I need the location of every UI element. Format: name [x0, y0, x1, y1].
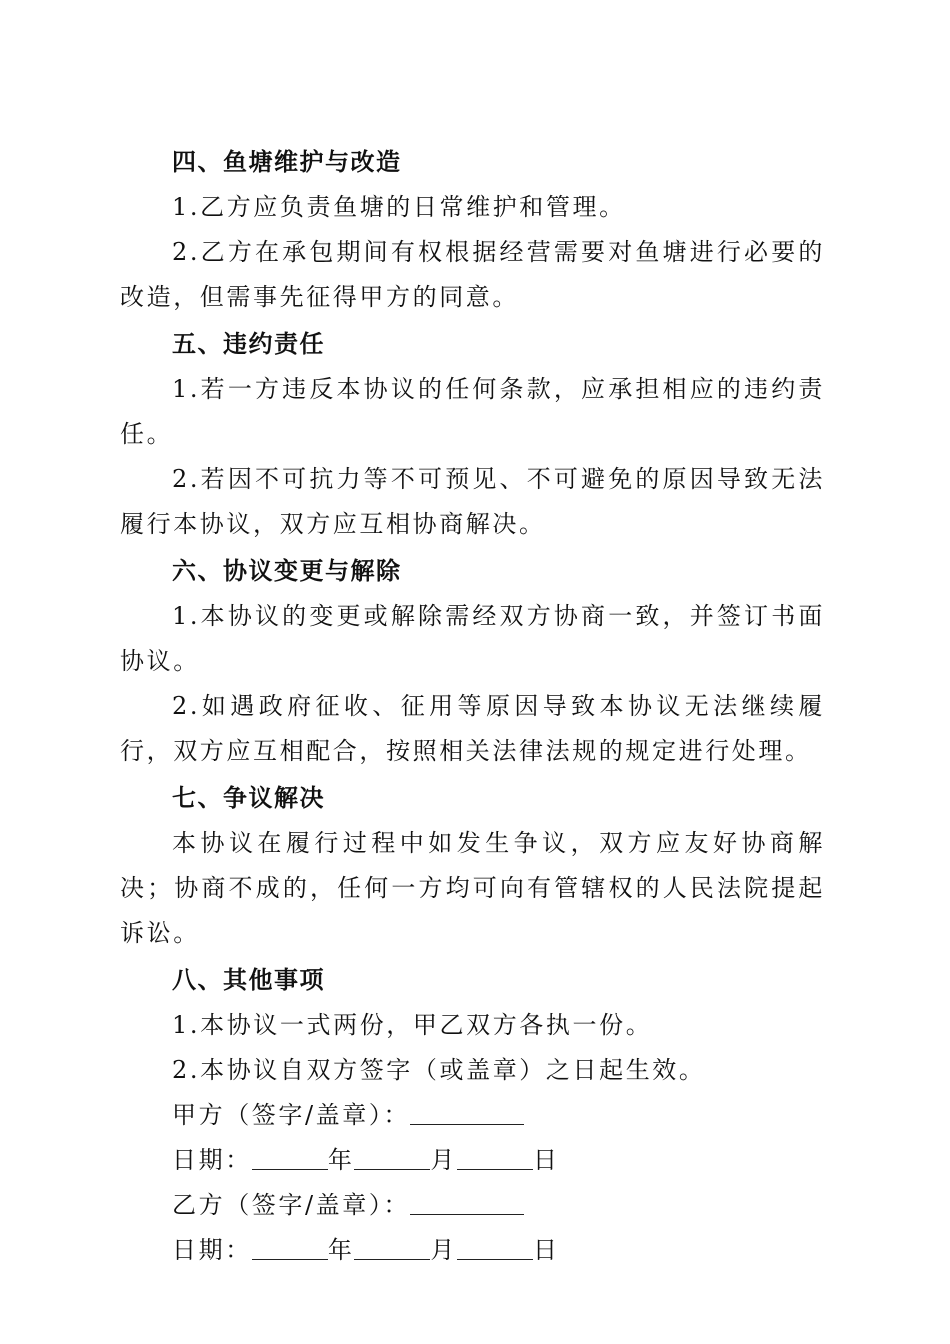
party-b-date-line [120, 1228, 825, 1273]
section-heading: 七、争议解决 [172, 784, 325, 812]
contract-page [120, 138, 825, 1273]
day-field[interactable] [457, 1229, 533, 1260]
section-paragraph: 1.本协议的变更或解除需经双方协商一致，并签订书面协议。 [120, 602, 825, 675]
section-paragraph: 1.乙方应负责鱼塘的日常维护和管理。 [172, 193, 626, 221]
section-paragraph: 2.若因不可抗力等不可预见、不可避免的原因导致无法履行本协议，双方应互相协商解决。 [120, 465, 825, 538]
day-field[interactable] [457, 1139, 533, 1170]
year-field[interactable] [252, 1229, 328, 1260]
month-label: 月 [430, 1236, 458, 1264]
section-paragraph: 2.如遇政府征收、征用等原因导致本协议无法继续履行，双方应互相配合，按照相关法律法规的规定进行处理。 [120, 692, 825, 765]
section-heading: 六、协议变更与解除 [172, 557, 402, 585]
month-label: 月 [430, 1146, 458, 1174]
month-field[interactable] [354, 1229, 430, 1260]
section-paragraph: 2.本协议自双方签字（或盖章）之日起生效。 [172, 1056, 706, 1084]
party-b-signature-field[interactable] [410, 1184, 524, 1215]
year-label: 年 [327, 1146, 355, 1174]
day-label: 日 [533, 1236, 560, 1264]
year-label: 年 [327, 1236, 355, 1264]
section-paragraph: 本协议在履行过程中如发生争议，双方应友好协商解决；协商不成的，任何一方均可向有管辖权的人民法院提起诉讼。 [120, 829, 825, 947]
party-a-date-line [120, 1138, 825, 1183]
section-heading: 四、鱼塘维护与改造 [172, 148, 402, 176]
month-field[interactable] [354, 1139, 430, 1170]
section-paragraph: 1.本协议一式两份，甲乙双方各执一份。 [172, 1011, 653, 1039]
section-heading: 八、其他事项 [172, 966, 325, 994]
party-a-signature-field[interactable] [410, 1094, 524, 1125]
year-field[interactable] [252, 1139, 328, 1170]
date-label: 日期： [172, 1236, 252, 1264]
party-a-label: 甲方（签字/盖章）： [172, 1101, 411, 1129]
section-paragraph: 2.乙方在承包期间有权根据经营需要对鱼塘进行必要的改造，但需事先征得甲方的同意。 [120, 238, 825, 311]
date-label: 日期： [172, 1146, 252, 1174]
party-b-label: 乙方（签字/盖章）： [172, 1191, 411, 1219]
party-b-signature-line [120, 1183, 825, 1228]
section-paragraph: 1.若一方违反本协议的任何条款，应承担相应的违约责任。 [120, 375, 825, 448]
section-heading: 五、违约责任 [172, 330, 325, 358]
party-a-signature-line [120, 1093, 825, 1138]
day-label: 日 [533, 1146, 560, 1174]
